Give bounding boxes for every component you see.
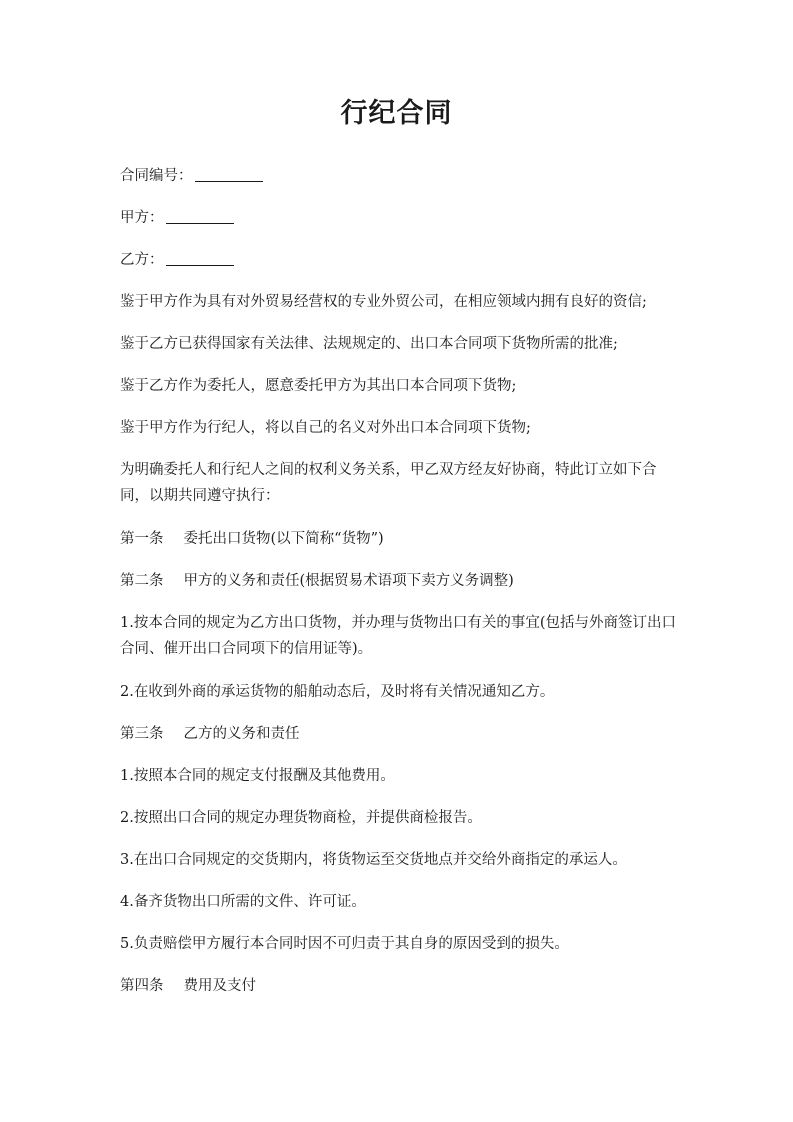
recital-1: 鉴于甲方作为具有对外贸易经营权的专业外贸公司，在相应领域内拥有良好的资信; bbox=[120, 294, 647, 310]
article-3-item-3: 3.在出口合同规定的交货期内，将货物运至交货地点并交给外商指定的承运人。 bbox=[120, 852, 627, 868]
article-1-number: 第一条 bbox=[120, 531, 164, 547]
article-3-item-4: 4.备齐货物出口所需的文件、许可证。 bbox=[120, 894, 366, 910]
article-3-title: 乙方的义务和责任 bbox=[183, 726, 300, 742]
article-1-heading bbox=[120, 526, 680, 552]
document-title: 行纪合同 bbox=[340, 98, 453, 129]
party-b-label: 乙方： bbox=[120, 252, 164, 268]
article-4-heading bbox=[120, 973, 680, 999]
recital-5: 为明确委托人和行纪人之间的权利义务关系，甲乙双方经友好协商，特此订立如下合同，以期共同遵守执行： bbox=[120, 462, 657, 504]
article-4-title: 费用及支付 bbox=[183, 978, 256, 994]
article-3-item-5: 5.负责赔偿甲方履行本合同时因不可归责于其自身的原因受到的损失。 bbox=[120, 936, 569, 952]
article-3-item-2: 2.按照出口合同的规定办理货物商检，并提供商检报告。 bbox=[120, 810, 482, 826]
article-3-heading bbox=[120, 721, 680, 747]
party-a-line bbox=[120, 205, 680, 231]
article-4-number: 第四条 bbox=[120, 978, 164, 994]
article-3-item-1: 1.按照本合同的规定支付报酬及其他费用。 bbox=[120, 768, 395, 784]
article-2-heading bbox=[120, 568, 680, 594]
party-b-blank bbox=[166, 251, 234, 266]
party-a-blank bbox=[166, 209, 234, 224]
article-2-number: 第二条 bbox=[120, 573, 164, 589]
recital-4: 鉴于甲方作为行纪人，将以自己的名义对外出口本合同项下货物; bbox=[120, 420, 531, 436]
article-1-title: 委托出口货物(以下简称“货物”) bbox=[183, 531, 384, 547]
article-3-number: 第三条 bbox=[120, 726, 164, 742]
article-2-item-2: 2.在收到外商的承运货物的船舶动态后，及时将有关情况通知乙方。 bbox=[120, 684, 555, 700]
party-b-line bbox=[120, 247, 680, 273]
article-2-title: 甲方的义务和责任(根据贸易术语项下卖方义务调整) bbox=[183, 573, 514, 589]
article-2-item-1: 1.按本合同的规定为乙方出口货物，并办理与货物出口有关的事宜(包括与外商签订出口合同、催开出口合同项下的信用证等)。 bbox=[120, 615, 676, 657]
contract-number-label: 合同编号： bbox=[120, 168, 193, 184]
contract-number-blank bbox=[195, 167, 263, 182]
recital-2: 鉴于乙方已获得国家有关法律、法规规定的、出口本合同项下货物所需的批准; bbox=[120, 336, 618, 352]
party-a-label: 甲方： bbox=[120, 210, 164, 226]
recital-3: 鉴于乙方作为委托人，愿意委托甲方为其出口本合同项下货物; bbox=[120, 378, 517, 394]
contract-number-line bbox=[120, 163, 680, 189]
